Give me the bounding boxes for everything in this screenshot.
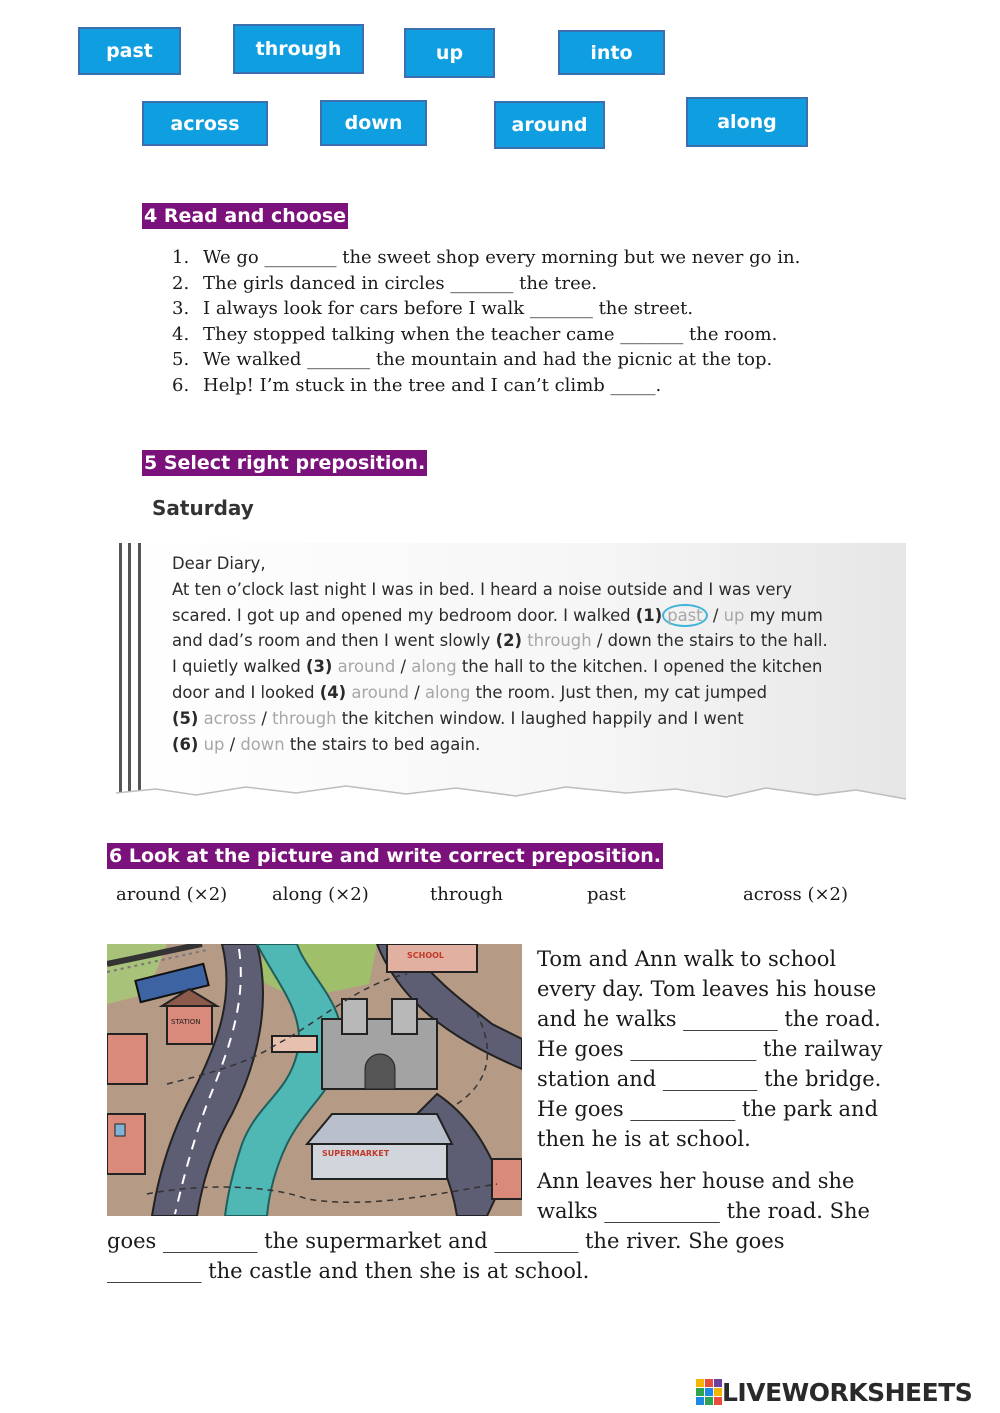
map-label-school: SCHOOL	[407, 951, 445, 960]
diary-margin-line	[128, 543, 131, 808]
slash: /	[229, 734, 236, 754]
diary-text-run: the kitchen window. I laughed happily and I went	[336, 708, 744, 728]
section6-heading: 6 Look at the picture and write correct preposition.	[109, 845, 661, 867]
story-line[interactable]: _________ the castle and then she is at school.	[107, 1259, 590, 1283]
option-5-across[interactable]: across	[203, 708, 257, 728]
diary-text-run: the stairs to bed again.	[284, 734, 481, 754]
word-chip-past[interactable]: past	[78, 27, 181, 75]
option-4-along[interactable]: along	[424, 682, 471, 702]
story-line[interactable]: He goes ____________ the railway	[537, 1037, 883, 1061]
word-bank-item: past	[587, 884, 626, 905]
diary-text-run: and dad’s room and then I went slowly	[172, 631, 496, 651]
diary-line: At ten o’clock last night I was in bed. I heard a noise outside and I was very	[172, 579, 792, 599]
map-label-supermarket: SUPERMARKET	[322, 1149, 390, 1158]
item-text[interactable]: Help! I’m stuck in the tree and I can’t climb _____.	[203, 374, 662, 396]
list-item	[172, 322, 800, 348]
diary-greeting: Dear Diary,	[172, 554, 266, 573]
slash: /	[414, 682, 420, 702]
blank-number-6: (6)	[172, 734, 199, 754]
logo-blocks-icon	[696, 1379, 722, 1407]
word-chip-along[interactable]: along	[686, 97, 808, 147]
option-1-up[interactable]: up	[723, 605, 745, 625]
word-chip-into[interactable]: into	[558, 30, 665, 75]
diary-text-run: the hall to the kitchen. I opened the kitchen	[456, 657, 823, 677]
item-text[interactable]: I always look for cars before I walk _______ the street.	[203, 298, 694, 319]
diary-text-run: my mum	[744, 605, 823, 625]
section4-heading: 4 Read and choose	[144, 205, 347, 227]
story-line: then he is at school.	[537, 1127, 751, 1151]
blank-number-5: (5)	[172, 708, 199, 728]
item-text[interactable]: We walked _______ the mountain and had the picnic at the top.	[203, 349, 773, 370]
word-bank-item: across (×2)	[743, 884, 849, 905]
diary-line	[172, 732, 828, 758]
story-line[interactable]: He goes __________ the park and	[537, 1097, 879, 1121]
option-6-down[interactable]: down	[240, 734, 285, 754]
option-3-along[interactable]: along	[411, 657, 457, 677]
story-line[interactable]: goes _________ the supermarket and ________ the river. She goes	[107, 1229, 785, 1253]
list-item	[172, 373, 800, 399]
word-chip-through[interactable]: through	[233, 24, 364, 74]
section5-heading: 5 Select right preposition.	[144, 452, 426, 474]
item-text[interactable]: The girls danced in circles _______ the tree.	[203, 272, 598, 294]
item-number: 6.	[172, 374, 190, 396]
diary-text	[172, 551, 828, 757]
diary-panel	[116, 543, 906, 821]
list-item	[172, 296, 800, 322]
diary-text-run: door and I looked	[172, 682, 320, 702]
liveworksheets-logo	[696, 1378, 972, 1407]
slash: /	[261, 708, 267, 728]
item-number: 3.	[172, 298, 190, 319]
story-line[interactable]: walks ___________ the road. She	[537, 1199, 870, 1223]
word-chip-around[interactable]: around	[494, 101, 605, 149]
word-bank-item: along (×2)	[272, 884, 369, 905]
diary-day-title: Saturday	[152, 496, 254, 520]
option-1-past[interactable]: past	[662, 604, 707, 627]
diary-text-run: scared. I got up and opened my bedroom door. I walked	[172, 605, 636, 625]
slash: /	[596, 631, 603, 651]
diary-line	[172, 680, 828, 706]
word-chip-across[interactable]: across	[142, 101, 268, 146]
town-map-picture	[107, 944, 522, 1216]
item-number: 2.	[172, 272, 190, 294]
word-chip-down[interactable]: down	[320, 100, 427, 146]
option-2-down[interactable]: down	[607, 631, 652, 651]
torn-paper-edge	[116, 771, 906, 821]
logo-text: LIVEWORKSHEETS	[722, 1378, 973, 1407]
blank-number-1: (1)	[635, 605, 663, 625]
blank-number-3: (3)	[305, 657, 333, 677]
slash: /	[712, 605, 719, 625]
list-item	[172, 271, 800, 297]
diary-line	[172, 654, 828, 680]
diary-margin-line	[119, 543, 122, 808]
word-chip-up[interactable]: up	[404, 28, 495, 78]
diary-line	[172, 706, 828, 732]
story-line: every day. Tom leaves his house	[537, 977, 877, 1001]
option-6-up[interactable]: up	[203, 734, 225, 754]
item-text[interactable]: We go ________ the sweet shop every morning but we never go in.	[203, 247, 801, 268]
story-line: Tom and Ann walk to school	[537, 947, 837, 971]
diary-text-run: the room. Just then, my cat jumped	[470, 682, 767, 702]
word-bank-item: around (×2)	[116, 884, 228, 905]
diary-margin-line	[138, 543, 141, 808]
option-4-around[interactable]: around	[351, 682, 409, 702]
list-item	[172, 245, 800, 271]
item-number: 5.	[172, 349, 190, 370]
option-2-through[interactable]: through	[527, 631, 592, 651]
word-bank-item: through	[430, 884, 503, 905]
diary-line	[172, 603, 828, 629]
blank-number-4: (4)	[319, 682, 347, 702]
diary-text-run: I quietly walked	[172, 657, 306, 677]
option-5-through[interactable]: through	[272, 708, 337, 728]
list-item	[172, 347, 800, 373]
item-number: 4.	[172, 323, 190, 345]
diary-text-run: the stairs to the hall.	[651, 631, 828, 651]
map-label-station: STATION	[171, 1018, 201, 1026]
option-3-around[interactable]: around	[337, 657, 396, 677]
item-number: 1.	[172, 247, 190, 268]
story-line[interactable]: station and _________ the bridge.	[537, 1067, 882, 1091]
diary-line	[172, 628, 828, 654]
story-line: Ann leaves her house and she	[537, 1169, 855, 1193]
slash: /	[400, 657, 406, 677]
section4-list	[172, 245, 800, 398]
item-text[interactable]: They stopped talking when the teacher came _______ the room.	[203, 323, 778, 345]
blank-number-2: (2)	[495, 631, 522, 651]
story-line[interactable]: and he walks _________ the road.	[537, 1007, 881, 1031]
